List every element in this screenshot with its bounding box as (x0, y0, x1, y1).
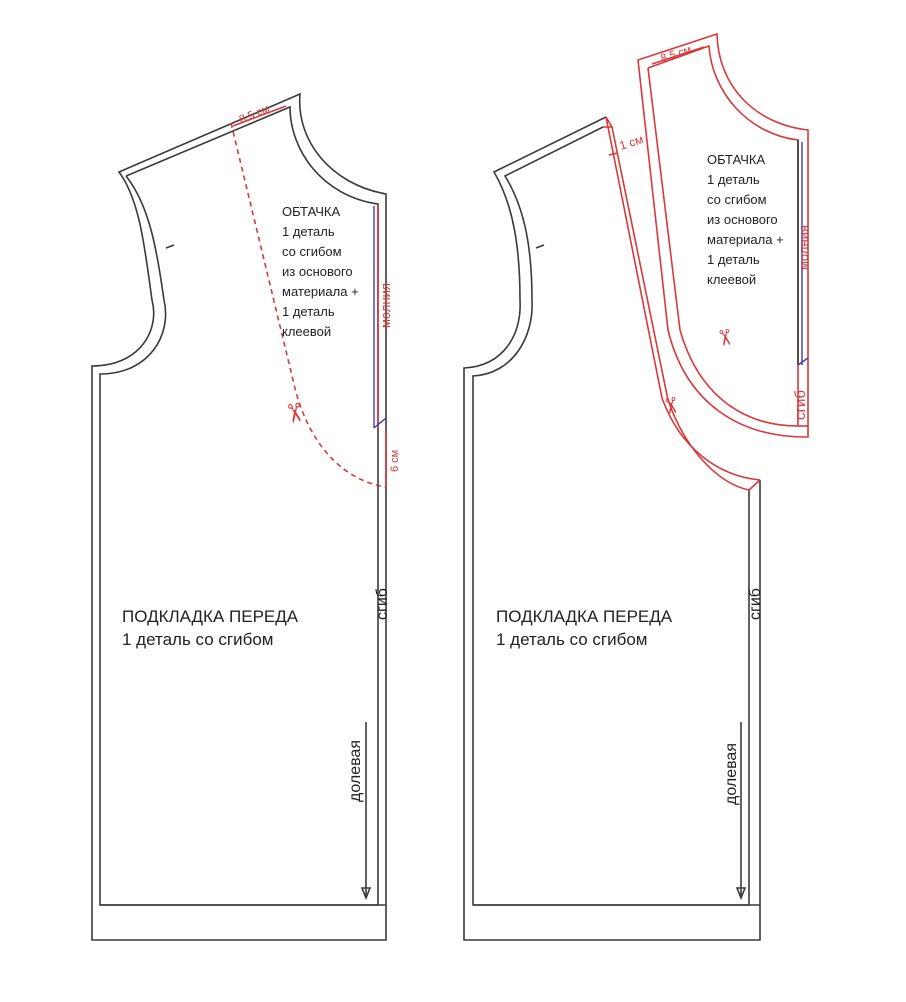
left-offset-measure: 6 см (389, 449, 401, 472)
left-facing-line: 1 деталь (282, 224, 335, 239)
left-lining-subtitle: 1 деталь со сгибом (122, 630, 274, 649)
left-inner-outline (100, 107, 378, 905)
right-fold-label: сгиб (747, 588, 764, 620)
left-zipper-label: молния (378, 283, 393, 328)
right-facing-line: из основого (707, 212, 778, 227)
right-shoulder-measure: 8,5 см (659, 43, 693, 65)
left-facing-line: со сгибом (282, 244, 342, 259)
right-allowance-tick (609, 153, 618, 155)
left-grain-label: долевая (347, 740, 364, 802)
right-grain-label: долевая (723, 743, 740, 805)
right-facing-title: ОБТАЧКА (707, 152, 766, 167)
right-zipper-blue-end (798, 358, 808, 365)
left-outer-outline (92, 94, 386, 940)
right-armhole-notch (536, 245, 544, 248)
left-pattern (92, 94, 401, 940)
scissors-icon: ✂ (710, 326, 738, 350)
left-armhole-notch (166, 245, 174, 248)
right-facing-line: клеевой (707, 272, 757, 287)
right-facing-line: 1 деталь (707, 172, 760, 187)
left-shoulder-measure: 8,5 см (237, 102, 272, 126)
right-allowance-measure: 1 см (617, 132, 646, 153)
right-facing-line: со сгибом (707, 192, 767, 207)
right-facing-fold-label: сгиб (792, 390, 809, 420)
left-facing-line: материала + (282, 284, 359, 299)
right-lining-cut-end (749, 480, 760, 490)
left-facing-line: клеевой (282, 324, 332, 339)
scissors-icon: ✂ (277, 400, 311, 427)
right-facing-line: материала + (707, 232, 784, 247)
scissors-icon: ✂ (656, 394, 684, 418)
left-facing-title: ОБТАЧКА (282, 204, 341, 219)
right-facing-line: 1 деталь (707, 252, 760, 267)
right-lining-title: ПОДКЛАДКА ПЕРЕДА (496, 607, 673, 626)
right-pattern (464, 34, 811, 940)
right-lining-subtitle: 1 деталь со сгибом (496, 630, 648, 649)
left-zipper-blue-end (374, 418, 386, 428)
left-lining-title: ПОДКЛАДКА ПЕРЕДА (122, 607, 299, 626)
left-facing-line: 1 деталь (282, 304, 335, 319)
right-zipper-label: молния (796, 225, 811, 270)
left-fold-label: сгиб (374, 588, 391, 620)
left-facing-line: из основого (282, 264, 353, 279)
